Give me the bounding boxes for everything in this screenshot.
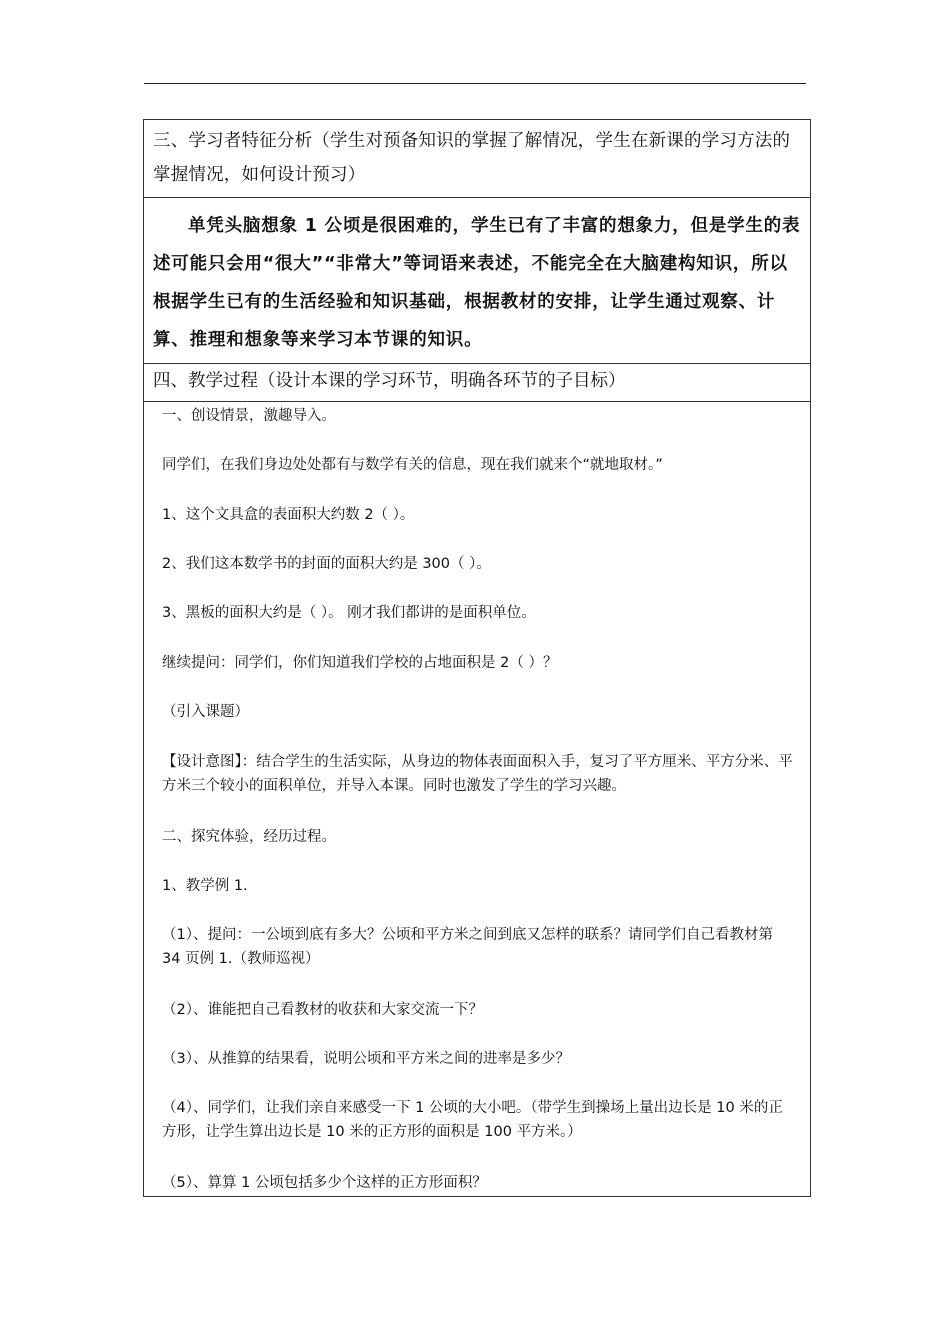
- paragraph: 二、探究体验，经历过程。: [162, 829, 336, 845]
- paragraph: 【设计意图】：结合学生的生活实际，从身边的物体表面面积入手，复习了平方厘米、平方分米、平方米三个较小的面积单位，并导入本课。同时也激发了学生的学习兴趣。: [162, 754, 793, 794]
- paragraph: （3）、从推算的结果看，说明公顷和平方米之间的进率是多少？: [162, 1051, 570, 1067]
- paragraph: （4）、同学们，让我们亲自来感受一下 1 公顷的大小吧。（带学生到操场上量出边长是 10 米的正方形，让学生算出边长是 10 米的正方形的面积是 100 平方米。）: [162, 1100, 783, 1140]
- paragraph: 1、教学例 1.: [162, 878, 248, 894]
- section4-body-cell: [144, 402, 810, 1196]
- section3-heading: 三、学习者特征分析（学生对预备知识的掌握了解情况，学生在新课的学习方法的掌握情况，如何设计预习）: [144, 120, 810, 198]
- paragraph: （2）、谁能把自己看教材的收获和大家交流一下？: [162, 1002, 483, 1018]
- section3-body-text: 单凭头脑想象 1 公顷是很困难的，学生已有了丰富的想象力，但是学生的表述可能只会用“很大”“非常大”等词语来表述，不能完全在大脑建构知识，所以根据学生已有的生活经验和知识基础，根据教材的安排，让学生通过观察、计算、推理和想象等来学习本节课的知识。: [153, 216, 801, 350]
- paragraph: 同学们，在我们身边处处都有与数学有关的信息，现在我们就来个“就地取材。”: [162, 457, 663, 473]
- paragraph: （5）、算算 1 公顷包括多少个这样的正方形面积？: [162, 1175, 487, 1191]
- paragraph: 2、我们这本数学书的封面的面积大约是 300（ ）。: [162, 556, 491, 572]
- section3-body-cell: [144, 198, 810, 364]
- paragraph: 继续提问：同学们，你们知道我们学校的占地面积是 2（ ）？: [162, 655, 558, 671]
- paragraph: 一、创设情景，激趣导入。: [162, 408, 336, 424]
- paragraph: 1、这个文具盒的表面积大约数 2（ ）。: [162, 507, 415, 523]
- lesson-plan-table: [143, 119, 811, 1197]
- paragraph: （1）、提问：一公顷到底有多大？公顷和平方米之间到底又怎样的联系？请同学们自己看教材第 34 页例 1.（教师巡视）: [162, 927, 773, 967]
- section4-heading: 四、教学过程（设计本课的学习环节，明确各环节的子目标）: [144, 364, 810, 402]
- paragraph: 3、黑板的面积大约是（ ）。 刚才我们都讲的是面积单位。: [162, 605, 536, 621]
- paragraph: （引入课题）: [162, 704, 249, 720]
- header-rule: [144, 83, 806, 84]
